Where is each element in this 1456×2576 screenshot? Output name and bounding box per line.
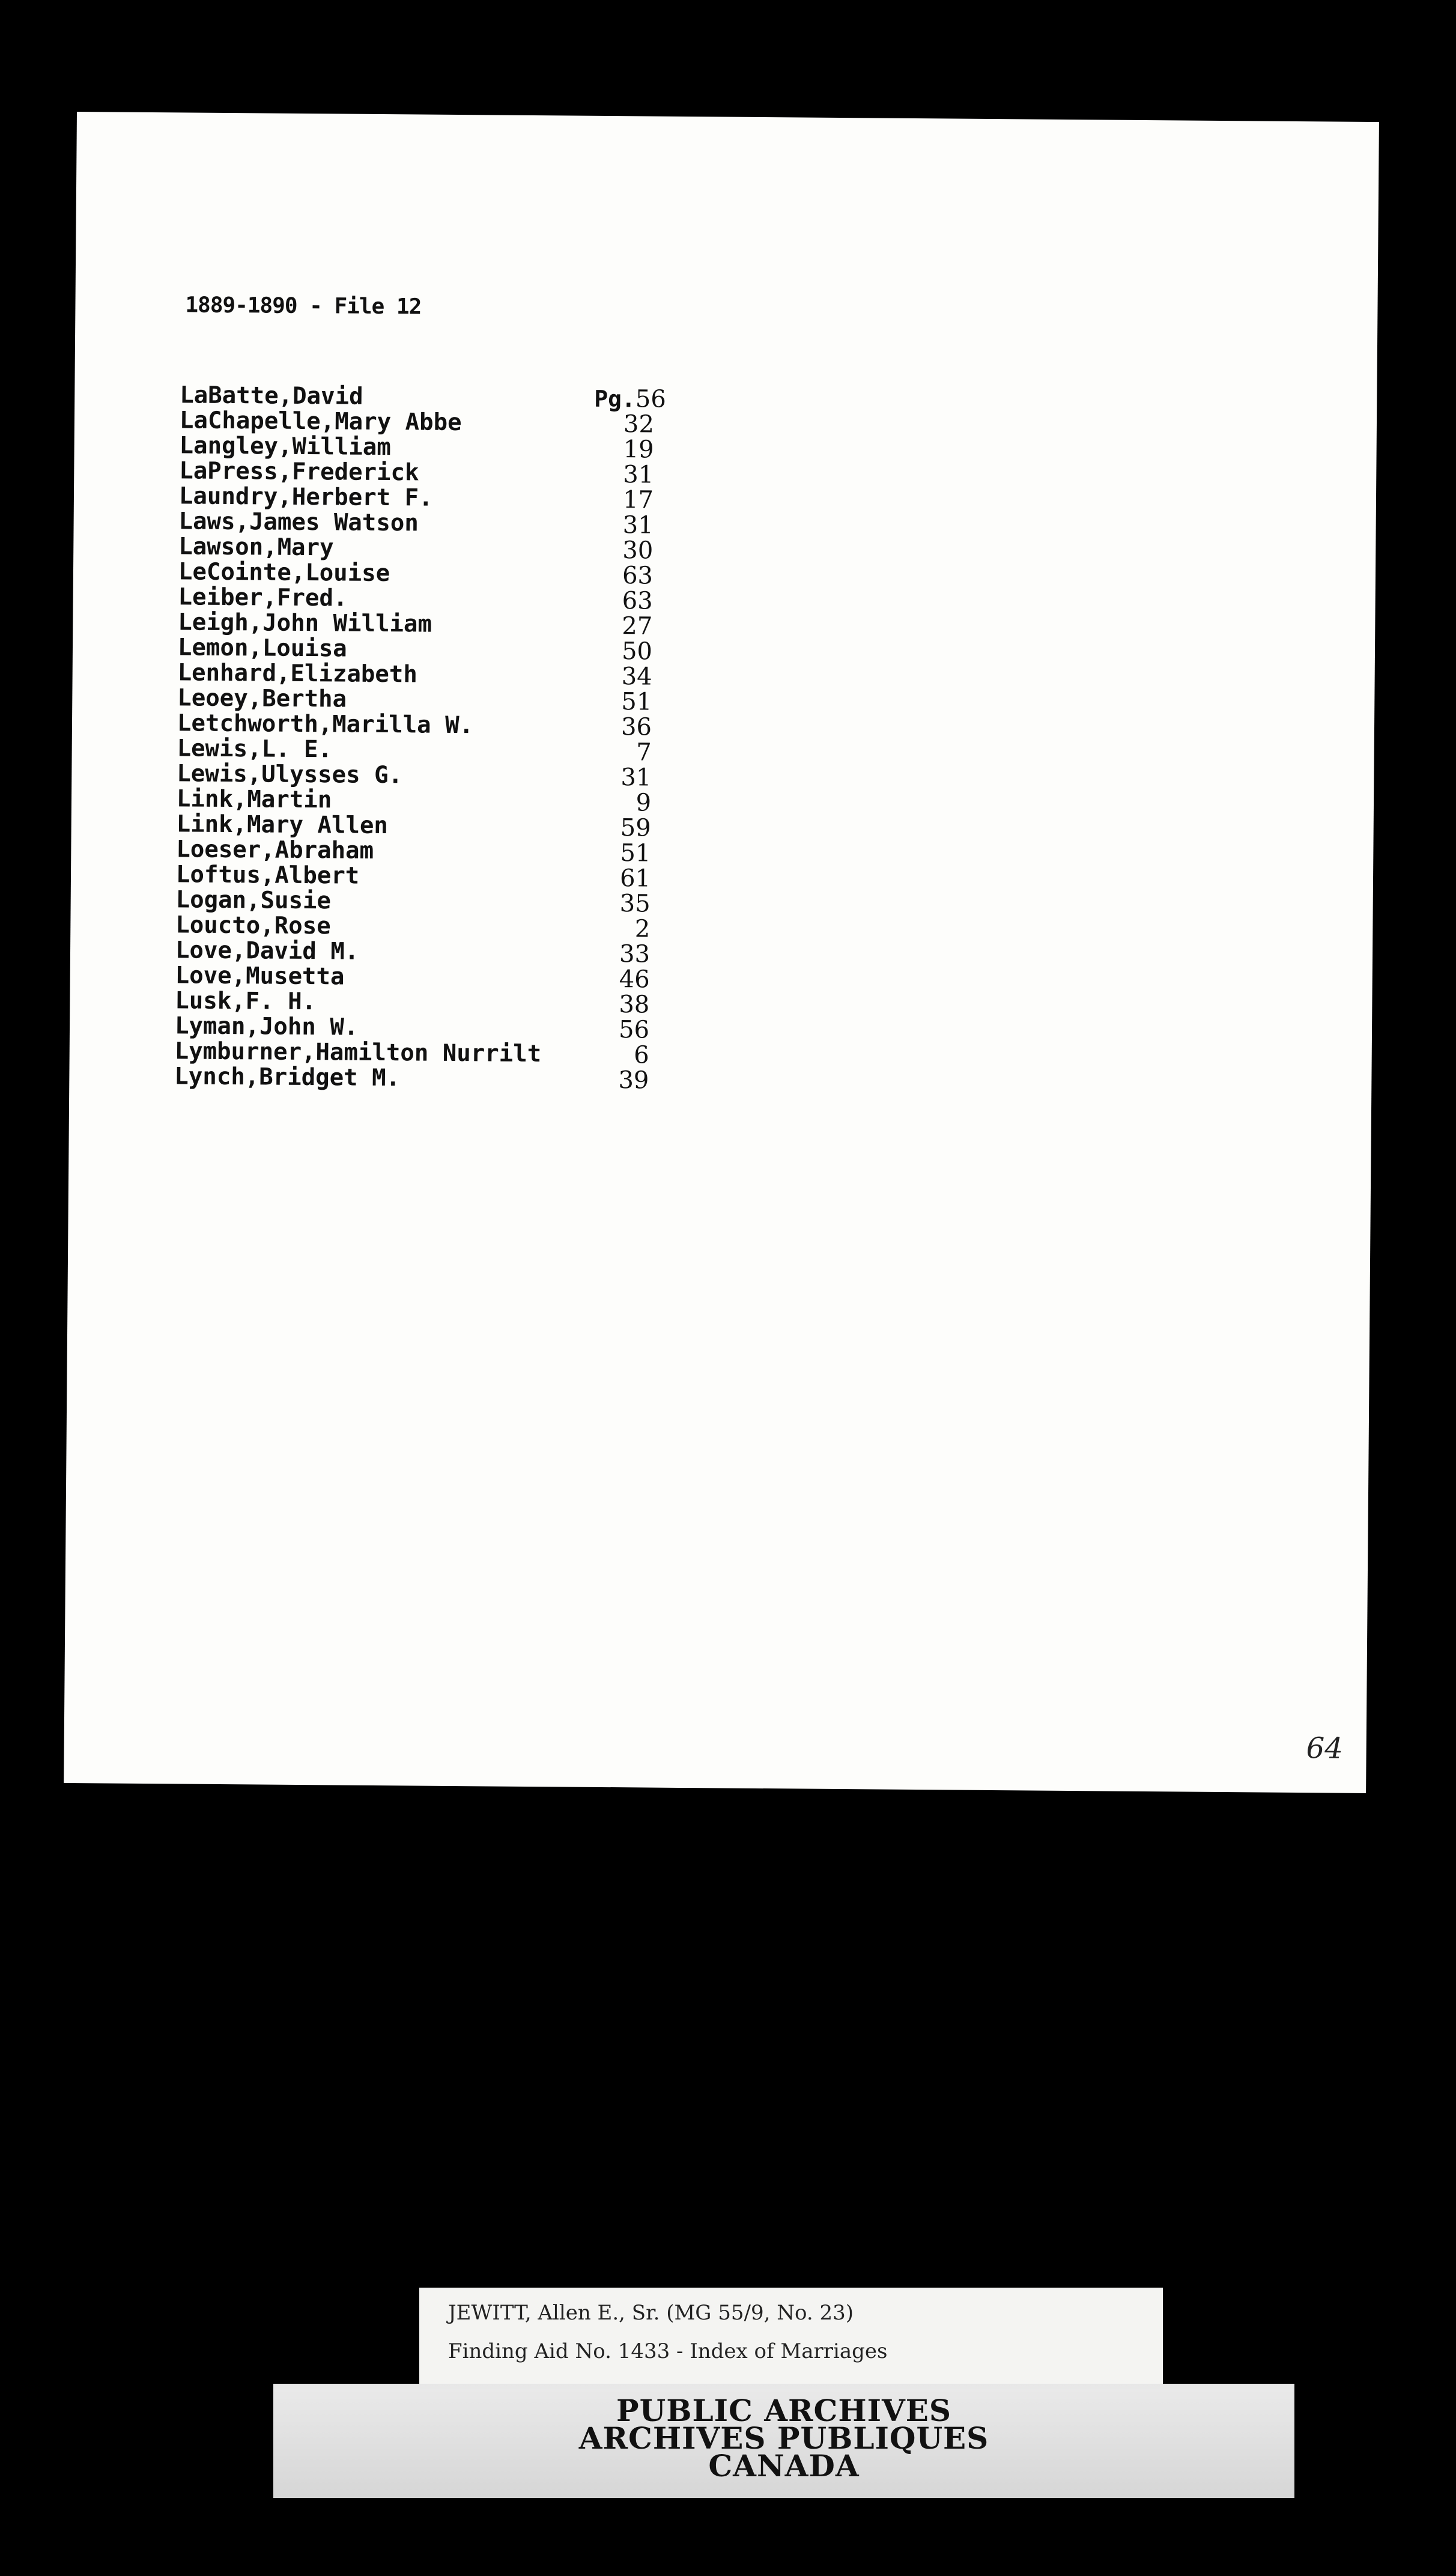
page-number-value: 31 — [623, 461, 654, 489]
entry-page-number — [591, 740, 651, 765]
stamp-band-right-gap — [1163, 2318, 1294, 2384]
page-number-value: 56 — [618, 1016, 650, 1044]
entry-name: Lusk,F. H. — [175, 987, 317, 1016]
page-number-value: 30 — [622, 536, 654, 565]
entry-page-number — [589, 992, 649, 1018]
page-number-value: 19 — [623, 436, 654, 464]
entry-name: Laundry,Herbert F. — [178, 482, 433, 512]
page-number-value: 17 — [622, 486, 654, 514]
entry-page-number — [593, 487, 654, 513]
page-number-value: 51 — [621, 688, 652, 716]
entry-page-number — [590, 866, 651, 892]
entry-name: Lymburner,Hamilton Nurrilt — [174, 1037, 542, 1068]
entry-name: Loucto,Rose — [175, 911, 331, 940]
entry-name: Laws,James Watson — [178, 508, 419, 537]
entry-name: Lynch,Bridget M. — [174, 1063, 401, 1092]
entry-page-number — [591, 815, 651, 841]
page-number-value: 34 — [621, 663, 652, 691]
entry-page-number — [593, 563, 653, 589]
handwritten-page-number: 64 — [1306, 1731, 1343, 1766]
page-number-value: 31 — [620, 764, 652, 792]
entry-page-number — [593, 512, 653, 538]
entry-page-number — [590, 967, 650, 992]
page-number-value: 2 — [634, 915, 651, 943]
entry-page-number — [592, 639, 652, 664]
document-page — [64, 112, 1379, 1793]
page-number-value: 56 — [635, 385, 666, 413]
entry-page-number — [589, 1068, 649, 1093]
entry-page-number — [589, 1042, 649, 1068]
entry-page-number — [592, 714, 652, 740]
entry-page-number — [592, 689, 652, 715]
entry-name: LaPress,Frederick — [179, 457, 419, 487]
page-number-value: 61 — [619, 864, 651, 893]
page-number-value: 32 — [623, 410, 655, 439]
entry-name: Leiber,Fred. — [178, 583, 348, 612]
entry-page-number — [593, 538, 653, 564]
page-number-value: 63 — [622, 562, 654, 590]
entry-page-number — [594, 385, 666, 413]
entry-name: Lewis,L. E. — [177, 735, 333, 764]
stamp-line-2: ARCHIVES PUBLIQUES — [578, 2420, 989, 2456]
stamp-line-3: CANADA — [708, 2448, 860, 2483]
page-number-value: 9 — [635, 789, 652, 817]
page-number-value: 7 — [636, 738, 652, 767]
entry-name: Link,Mary Allen — [176, 810, 389, 840]
entry-page-number — [592, 588, 652, 614]
page-number-value: 38 — [619, 991, 650, 1019]
page-number-value: 51 — [620, 839, 651, 867]
page-number-value: 59 — [620, 814, 651, 842]
index-entry — [174, 1064, 715, 1093]
entry-name: Loeser,Abraham — [176, 836, 374, 864]
page-number-value: 39 — [618, 1066, 649, 1095]
entry-page-number — [592, 613, 652, 639]
archives-stamp — [273, 2393, 1294, 2483]
file-header: 1889-1890 - File 12 — [185, 293, 422, 320]
entry-name: LaBatte,David — [180, 381, 363, 410]
entry-page-number — [593, 462, 654, 488]
page-number-value: 31 — [622, 511, 654, 539]
page-number-value: 50 — [621, 637, 653, 666]
page-number-value: 46 — [619, 965, 650, 994]
entry-name: Love,Musetta — [175, 962, 345, 991]
page-number-value: 36 — [620, 713, 652, 741]
entry-name: Lemon,Louisa — [177, 634, 347, 663]
entry-page-number — [593, 437, 654, 463]
entry-page-number — [591, 790, 651, 816]
label-title: JEWITT, Allen E., Sr. (MG 55/9, No. 23) — [448, 2301, 854, 2325]
finding-aid-label — [419, 2288, 1163, 2384]
stamp-line-1: PUBLIC ARCHIVES — [616, 2393, 951, 2428]
page-number-value: 27 — [622, 612, 653, 640]
entry-name: Lewis,Ulysses G. — [177, 760, 403, 789]
entry-page-number — [589, 1017, 649, 1043]
entry-page-number — [590, 891, 651, 917]
entry-name: Lyman,John W. — [174, 1012, 359, 1041]
entry-name: Letchworth,Marilla W. — [177, 709, 474, 740]
entry-page-number — [592, 664, 652, 690]
entry-name: LaChapelle,Mary Abbe — [179, 407, 462, 437]
index-entries-list — [174, 383, 720, 1093]
entry-name: LeCointe,Louise — [178, 558, 390, 588]
entry-page-number — [590, 941, 650, 967]
page-number-value: 33 — [619, 940, 651, 968]
entry-name: Leigh,John William — [178, 609, 432, 638]
entry-page-number — [594, 412, 654, 437]
label-finding-aid: Finding Aid No. 1433 - Index of Marriages — [448, 2339, 888, 2363]
entry-page-number — [591, 765, 651, 791]
page-number-value: 35 — [619, 890, 651, 918]
page-prefix: Pg. — [594, 385, 636, 413]
entry-page-number — [590, 840, 651, 866]
page-number-value: 6 — [634, 1041, 649, 1069]
stamp-band-left-gap — [273, 2318, 419, 2384]
entry-name: Langley,William — [179, 432, 392, 461]
entry-name: Love,David M. — [175, 937, 359, 965]
entry-page-number — [590, 916, 650, 942]
entry-name: Link,Martin — [176, 785, 332, 814]
entry-name: Lenhard,Elizabeth — [177, 659, 418, 688]
entry-name: Loftus,Albert — [175, 861, 360, 890]
entry-name: Logan,Susie — [175, 886, 332, 915]
entry-name: Leoey,Bertha — [177, 684, 347, 713]
entry-name: Lawson,Mary — [178, 533, 334, 562]
page-number-value: 63 — [622, 587, 653, 615]
